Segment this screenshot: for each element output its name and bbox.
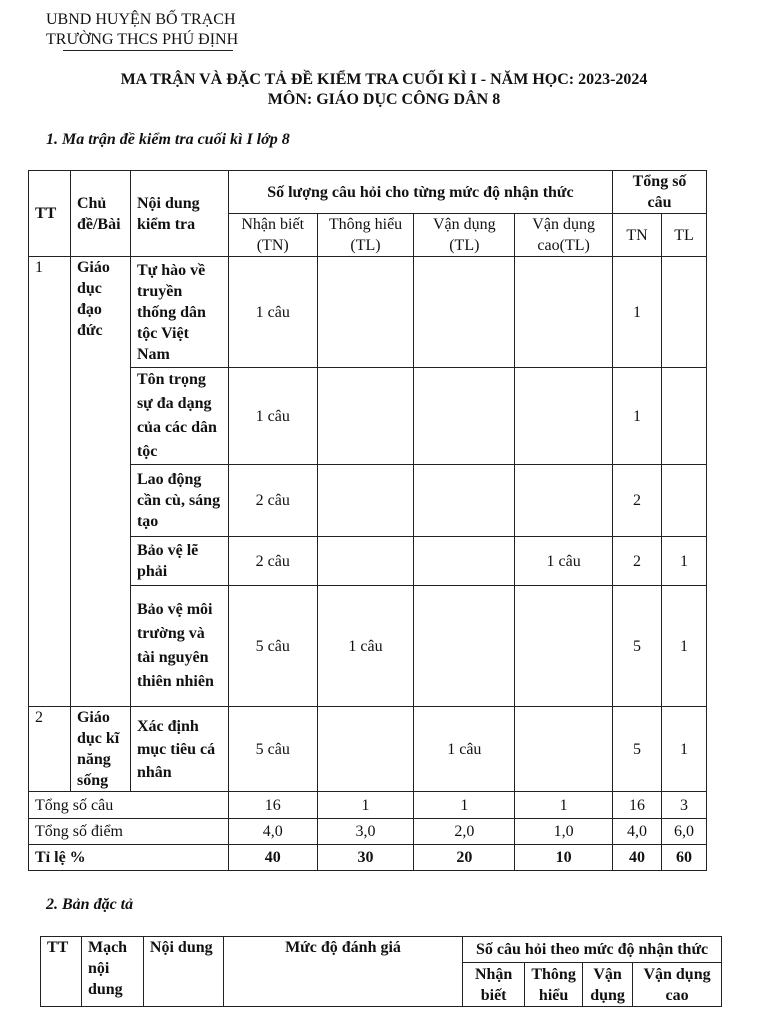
- row-nb: 5 câu: [228, 707, 317, 792]
- row-vd: [414, 537, 515, 586]
- total-value: 4,0: [228, 819, 317, 845]
- matrix-head-van-dung-cao: Vận dụng cao(TL): [515, 214, 613, 257]
- table-row: [29, 368, 707, 465]
- group-tt: 2: [29, 707, 71, 792]
- total-value: 1: [414, 792, 515, 819]
- matrix-head-thong-hieu: Thông hiểu (TL): [317, 214, 414, 257]
- document-title: MA TRẬN VÀ ĐẶC TẢ ĐỀ KIỂM TRA CUỐI KÌ I - NĂM HỌC: 2023-2024: [120, 71, 648, 88]
- row-tl: [662, 257, 707, 368]
- table-row: [29, 707, 707, 792]
- school-name: TRƯỜNG THCS PHÚ ĐỊNH: [46, 31, 239, 48]
- row-th: [317, 537, 414, 586]
- row-vdc: [515, 465, 613, 537]
- header-underline: [63, 50, 233, 51]
- row-nb: 2 câu: [228, 537, 317, 586]
- group-tt: 1: [29, 257, 71, 707]
- matrix-head-total: Tổng số câu: [613, 171, 707, 214]
- total-value: 40: [613, 845, 662, 871]
- row-th: [317, 707, 414, 792]
- row-tl: [662, 368, 707, 465]
- row-tn: 1: [613, 368, 662, 465]
- row-tn: 5: [613, 586, 662, 707]
- matrix-head-van-dung: Vận dụng (TL): [414, 214, 515, 257]
- row-th: 1 câu: [317, 586, 414, 707]
- spec-head-nhan-biet: Nhận biết: [463, 963, 525, 1007]
- row-th: [317, 368, 414, 465]
- percentage-label: Tỉ lệ %: [29, 845, 229, 871]
- row-tl: 1: [662, 707, 707, 792]
- spec-head-level: Mức độ đánh giá: [223, 937, 462, 1007]
- total-value: 40: [228, 845, 317, 871]
- row-content: Tự hào về truyền thống dân tộc Việt Nam: [130, 257, 228, 368]
- row-vdc: 1 câu: [515, 537, 613, 586]
- spec-head-questions: Số câu hỏi theo mức độ nhận thức: [463, 937, 722, 963]
- specification-table: [40, 936, 722, 1007]
- matrix-head-topic: Chủ đề/Bài: [70, 171, 130, 257]
- section1-heading: 1. Ma trận đề kiểm tra cuối kì I lớp 8: [46, 131, 290, 148]
- total-questions-label: Tổng số câu: [29, 792, 229, 819]
- row-nb: 1 câu: [228, 368, 317, 465]
- row-tn: 2: [613, 537, 662, 586]
- total-value: 3: [662, 792, 707, 819]
- total-value: 3,0: [317, 819, 414, 845]
- total-value: 30: [317, 845, 414, 871]
- row-tl: [662, 465, 707, 537]
- row-vdc: [515, 368, 613, 465]
- spec-head-tt: TT: [41, 937, 82, 1007]
- school-header: [46, 10, 238, 50]
- row-vdc: [515, 257, 613, 368]
- table-row: [29, 465, 707, 537]
- row-vdc: [515, 707, 613, 792]
- row-content: Bảo vệ môi trường và tài nguyên thiên nhiên: [130, 586, 228, 707]
- row-nb: 5 câu: [228, 586, 317, 707]
- total-row: [29, 819, 707, 845]
- total-value: 20: [414, 845, 515, 871]
- matrix-head-levels: Số lượng câu hỏi cho từng mức độ nhận thức: [228, 171, 612, 214]
- table-row: [29, 537, 707, 586]
- row-content: Tôn trọng sự đa dạng của các dân tộc: [130, 368, 228, 465]
- row-vd: [414, 586, 515, 707]
- row-vd: 1 câu: [414, 707, 515, 792]
- row-content: Lao động cần cù, sáng tạo: [130, 465, 228, 537]
- row-tn: 2: [613, 465, 662, 537]
- row-content: Xác định mục tiêu cá nhân: [130, 707, 228, 792]
- row-vd: [414, 368, 515, 465]
- total-row: [29, 845, 707, 871]
- table-row: [29, 257, 707, 368]
- total-value: 1,0: [515, 819, 613, 845]
- total-points-label: Tổng số điểm: [29, 819, 229, 845]
- district-name: UBND HUYỆN BỐ TRẠCH: [46, 11, 236, 28]
- spec-head-thong-hieu: Thông hiểu: [525, 963, 583, 1007]
- row-th: [317, 257, 414, 368]
- matrix-head-tn: TN: [613, 214, 662, 257]
- section2-heading: 2. Bản đặc tả: [46, 896, 134, 913]
- group-topic: Giáo dục kĩ năng sống: [70, 707, 130, 792]
- group-topic: Giáo dục đạo đức: [70, 257, 130, 707]
- total-value: 16: [228, 792, 317, 819]
- spec-head-content: Nội dung: [143, 937, 223, 1007]
- row-vd: [414, 257, 515, 368]
- matrix-table: [28, 170, 707, 871]
- row-vd: [414, 465, 515, 537]
- total-value: 1: [515, 792, 613, 819]
- row-tl: 1: [662, 586, 707, 707]
- row-nb: 2 câu: [228, 465, 317, 537]
- total-value: 16: [613, 792, 662, 819]
- total-row: [29, 792, 707, 819]
- document-subtitle: MÔN: GIÁO DỤC CÔNG DÂN 8: [267, 91, 501, 108]
- total-value: 1: [317, 792, 414, 819]
- spec-head-van-dung: Vận dụng: [583, 963, 633, 1007]
- spec-head-mach: Mạch nội dung: [81, 937, 143, 1007]
- total-value: 6,0: [662, 819, 707, 845]
- total-value: 2,0: [414, 819, 515, 845]
- total-value: 10: [515, 845, 613, 871]
- matrix-head-tt: TT: [29, 171, 71, 257]
- row-tn: 1: [613, 257, 662, 368]
- total-value: 4,0: [613, 819, 662, 845]
- total-value: 60: [662, 845, 707, 871]
- matrix-head-tl: TL: [662, 214, 707, 257]
- row-th: [317, 465, 414, 537]
- row-vdc: [515, 586, 613, 707]
- row-nb: 1 câu: [228, 257, 317, 368]
- row-tl: 1: [662, 537, 707, 586]
- matrix-head-nhan-biet: Nhận biết (TN): [228, 214, 317, 257]
- row-content: Bảo vệ lẽ phải: [130, 537, 228, 586]
- table-row: [29, 586, 707, 707]
- matrix-head-content: Nội dung kiểm tra: [130, 171, 228, 257]
- row-tn: 5: [613, 707, 662, 792]
- spec-head-van-dung-cao: Vận dụng cao: [633, 963, 722, 1007]
